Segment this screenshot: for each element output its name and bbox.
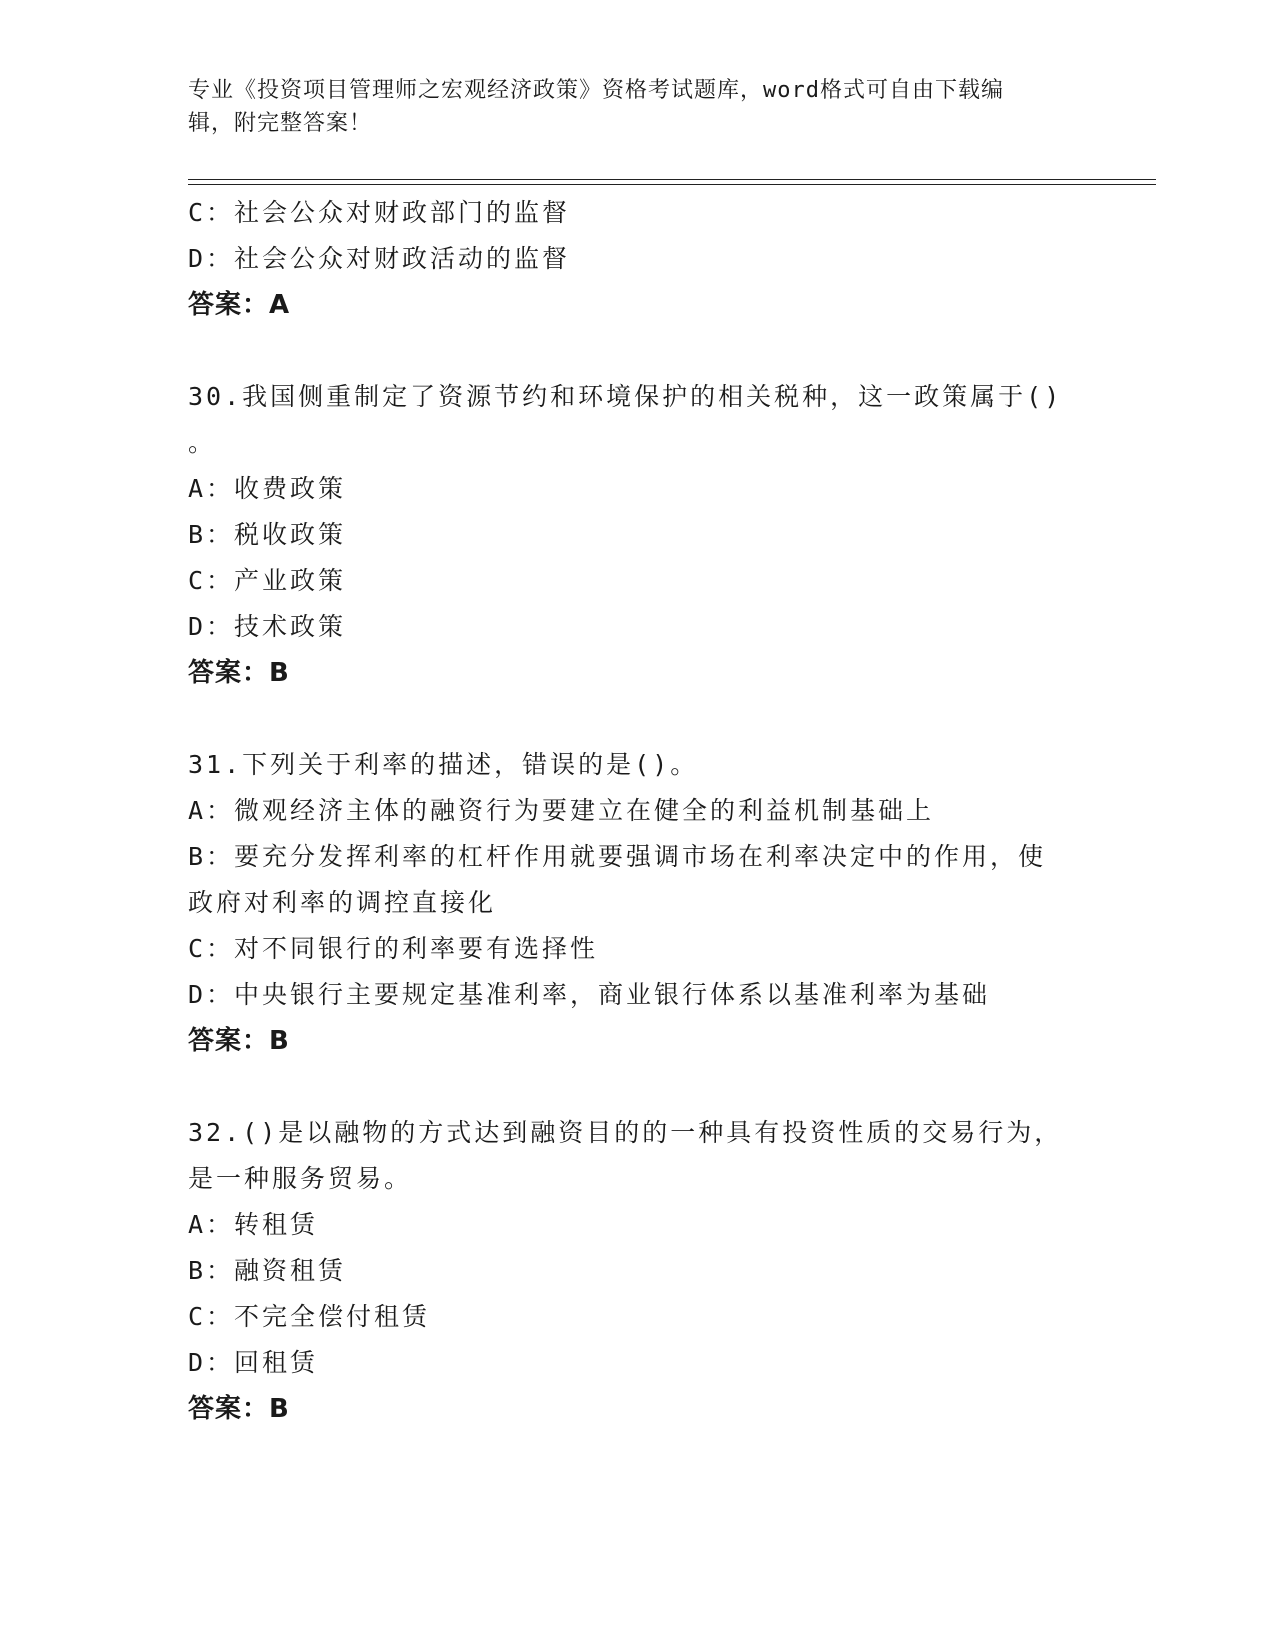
option-c: C：产业政策 — [188, 566, 347, 595]
header-divider-top — [188, 179, 1156, 180]
option-c: C：对不同银行的利率要有选择性 — [188, 934, 599, 963]
option-d: D：回租赁 — [188, 1348, 319, 1377]
question-32 — [188, 1110, 1088, 1432]
spacer — [188, 328, 1088, 374]
option-b: B：融资租赁 — [188, 1256, 347, 1285]
option-b: B：要充分发挥利率的杠杆作用就要强调市场在利率决定中的作用，使 — [188, 842, 1047, 871]
option-c: C：不完全偿付租赁 — [188, 1302, 431, 1331]
spacer — [188, 1064, 1088, 1110]
option-a: A：微观经济主体的融资行为要建立在健全的利益机制基础上 — [188, 796, 935, 825]
header-line-1: 专业《投资项目管理师之宏观经济政策》资格考试题库，word格式可自由下载编 — [188, 78, 1004, 103]
question-30 — [188, 374, 1088, 696]
option-a: A：收费政策 — [188, 474, 347, 503]
option-d: D：技术政策 — [188, 612, 347, 641]
answer-label: 答案：A — [188, 290, 291, 320]
document-header — [188, 74, 1088, 140]
question-stem: 32.()是以融物的方式达到融资目的的一种具有投资性质的交易行为， — [188, 1118, 1063, 1147]
question-stem: 30.我国侧重制定了资源节约和环境保护的相关税种，这一政策属于() — [188, 382, 1063, 411]
option-b: B：税收政策 — [188, 520, 347, 549]
spacer — [188, 696, 1088, 742]
question-stem-continued: 。 — [188, 428, 217, 457]
question-29-continued — [188, 190, 1088, 328]
option-a: A：转租赁 — [188, 1210, 319, 1239]
question-31 — [188, 742, 1088, 1064]
question-stem: 31.下列关于利率的描述，错误的是()。 — [188, 750, 699, 779]
option-d: D：社会公众对财政活动的监督 — [188, 244, 571, 273]
answer-label: 答案：B — [188, 658, 290, 688]
question-list — [188, 190, 1088, 1432]
header-divider-bottom — [188, 184, 1156, 185]
question-stem-continued: 是一种服务贸易。 — [188, 1164, 413, 1193]
option-b-continued: 政府对利率的调控直接化 — [188, 888, 497, 917]
answer-label: 答案：B — [188, 1394, 290, 1424]
option-d: D：中央银行主要规定基准利率，商业银行体系以基准利率为基础 — [188, 980, 991, 1009]
answer-label: 答案：B — [188, 1026, 290, 1056]
header-line-2: 辑，附完整答案！ — [188, 111, 373, 136]
option-c: C：社会公众对财政部门的监督 — [188, 198, 571, 227]
